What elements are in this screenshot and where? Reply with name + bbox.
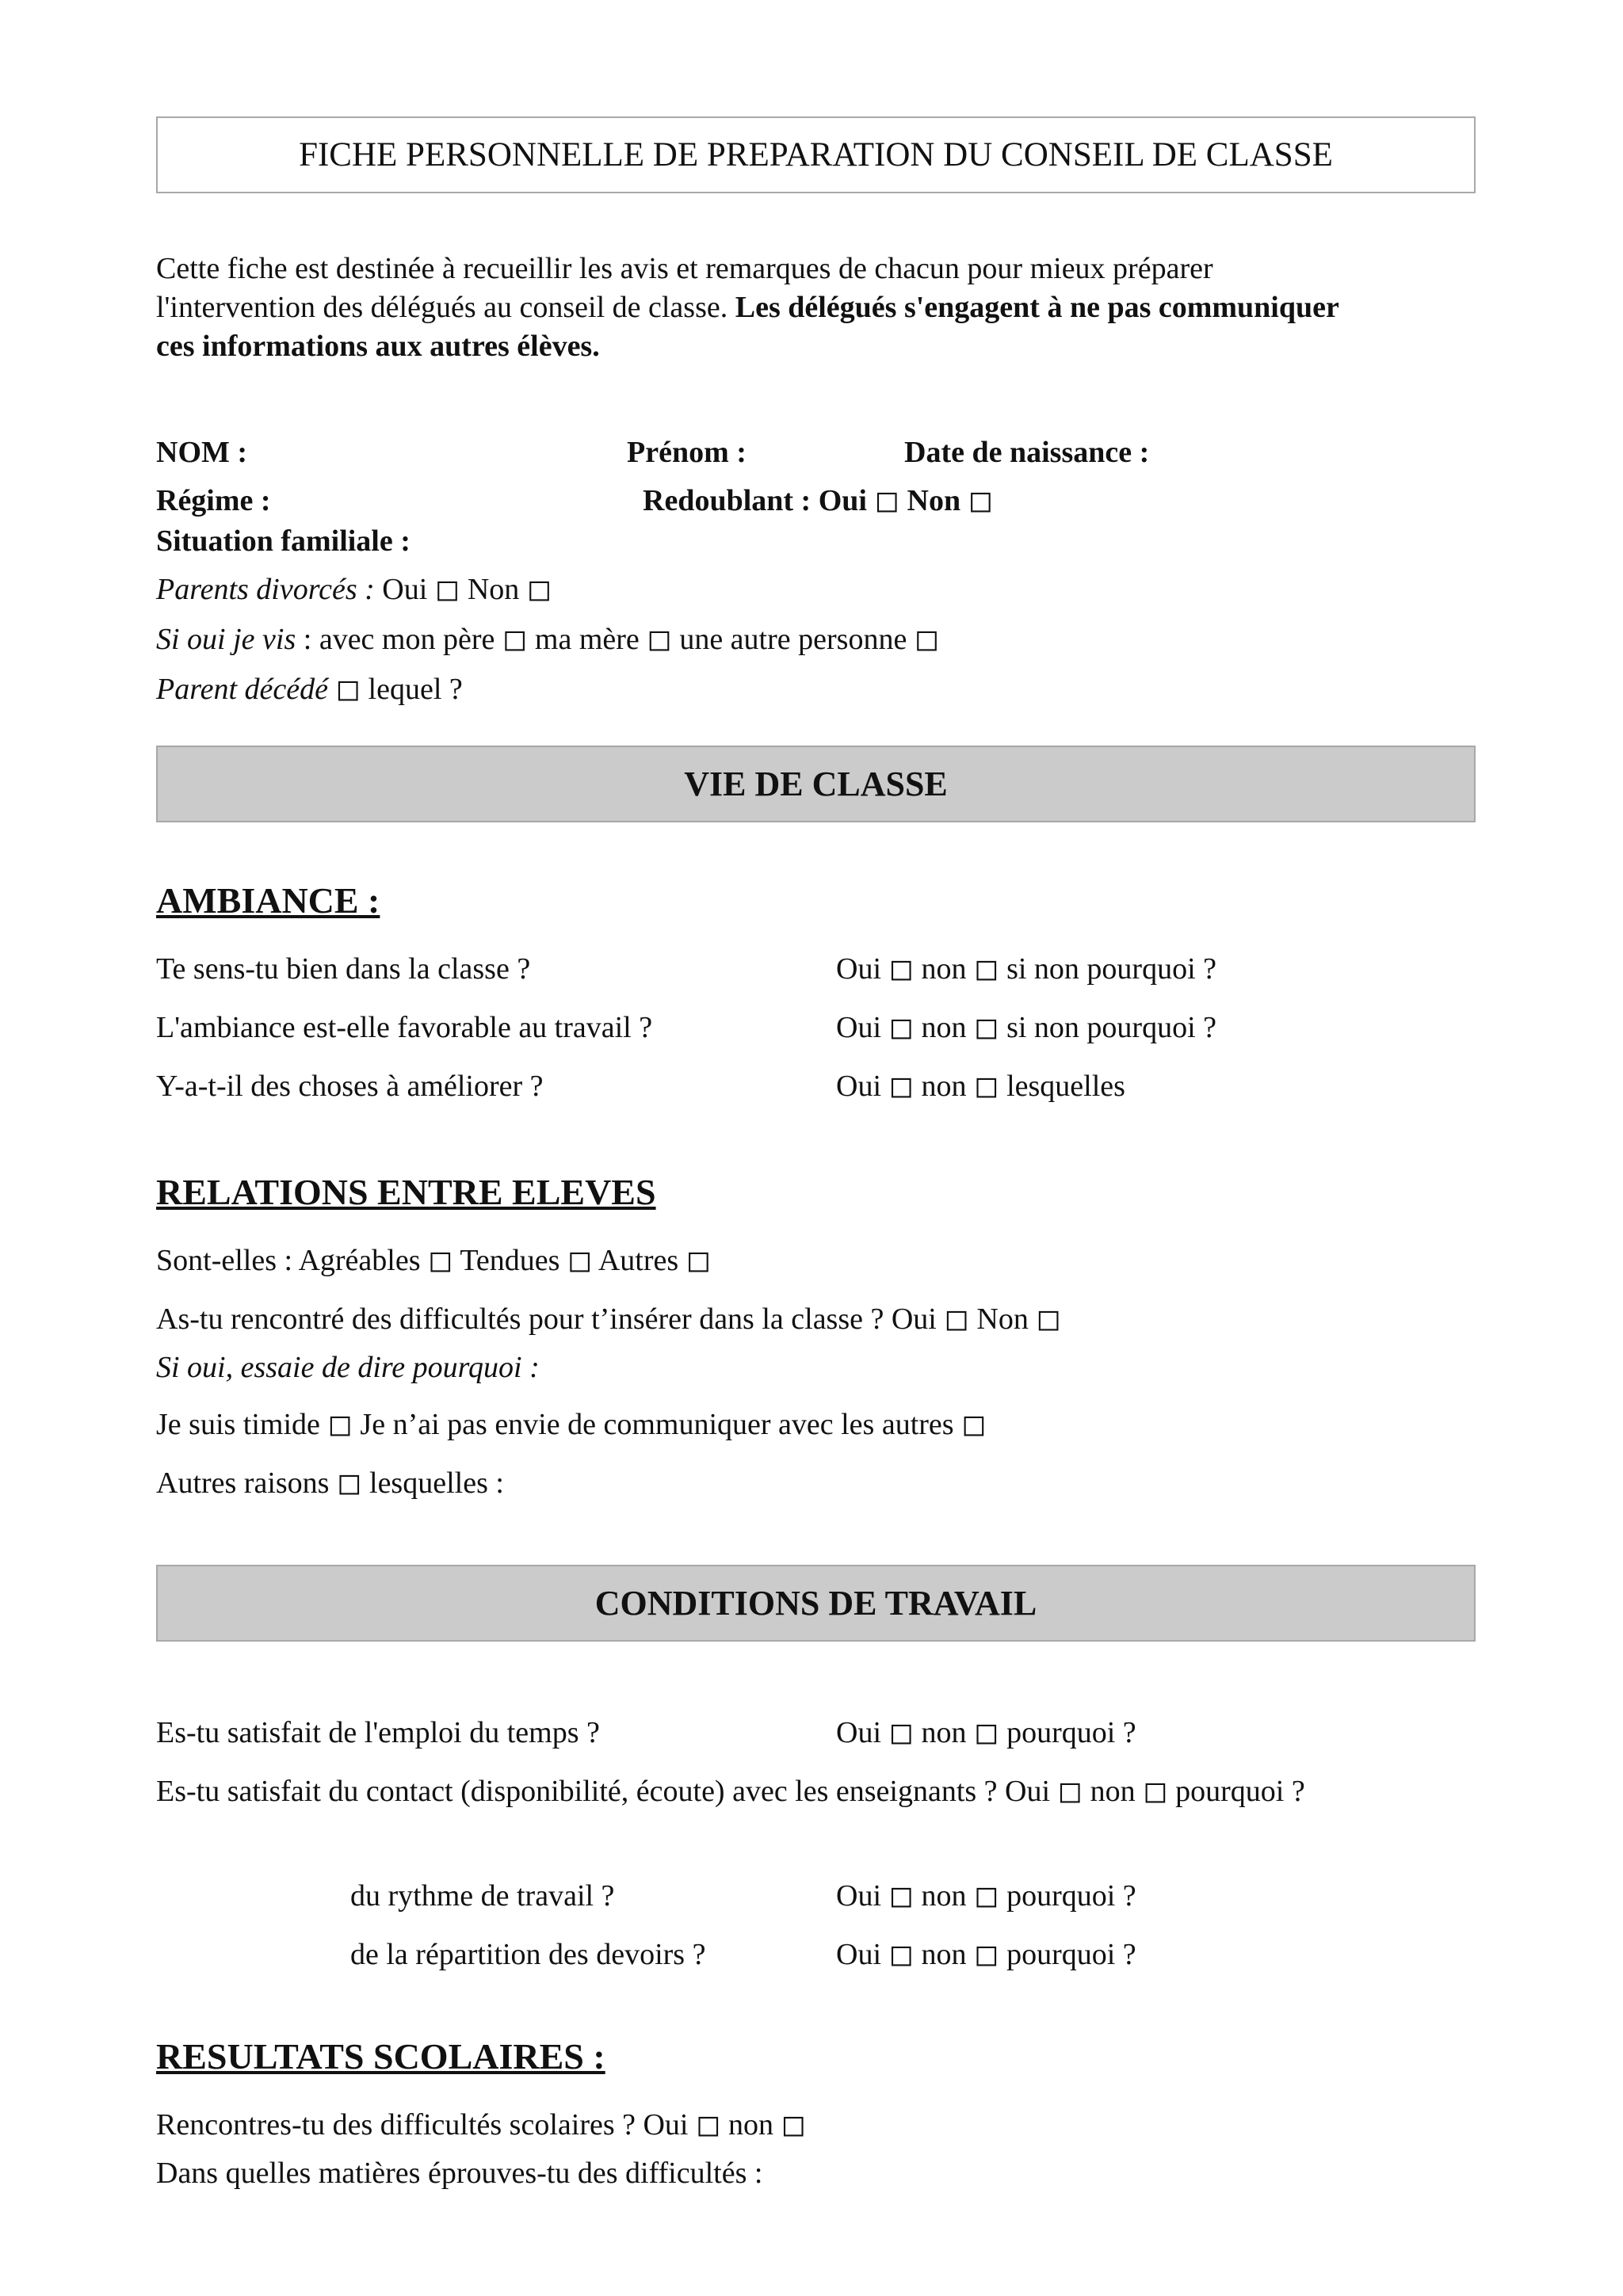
- relations-heading: RELATIONS ENTRE ELEVES: [156, 1172, 656, 1212]
- section-conditions-de-travail: [156, 1565, 1476, 1642]
- relations-line-3: Si oui, essaie de dire pourquoi :: [156, 1351, 540, 1384]
- ambiance-a1: Oui ◻ non ◻ si non pourquoi ?: [836, 952, 1217, 986]
- intro-line-2-bold: Les délégués s'engagent à ne pas communiquer: [735, 291, 1339, 324]
- form-title-text: FICHE PERSONNELLE DE PREPARATION DU CONSEIL DE CLASSE: [299, 136, 1333, 174]
- conditions-q3: du rythme de travail ?: [350, 1879, 615, 1913]
- parents-divorces-label: Parents divorcés :: [156, 573, 375, 606]
- conditions-line-2: Es-tu satisfait du contact (disponibilité, écoute) avec les enseignants ? Oui ◻ non ◻ pourquoi ?: [156, 1775, 1305, 1808]
- parent-decede-options: ◻ lequel ?: [327, 673, 463, 706]
- si-oui-vis-options: : avec mon père ◻ ma mère ◻ une autre personne ◻: [296, 623, 940, 656]
- ambiance-q1: Te sens-tu bien dans la classe ?: [156, 952, 531, 986]
- intro-line-2-normal: l'intervention des délégués au conseil de classe.: [156, 291, 735, 324]
- nom-field: NOM :: [156, 436, 248, 469]
- parents-divorces-line: [156, 574, 552, 605]
- relations-line-4: Je suis timide ◻ Je n’ai pas envie de communiquer avec les autres ◻: [156, 1408, 987, 1441]
- intro-line-1: Cette fiche est destinée à recueillir les avis et remarques de chacun pour mieux préparer: [156, 252, 1213, 285]
- relations-line-5: Autres raisons ◻ lesquelles :: [156, 1466, 504, 1500]
- parent-decede-label: Parent décédé: [156, 673, 328, 706]
- parent-decede-line: [156, 674, 463, 704]
- intro-line-3: ces informations aux autres élèves.: [156, 330, 600, 363]
- ambiance-a3: Oui ◻ non ◻ lesquelles: [836, 1070, 1125, 1103]
- intro-line-2: [156, 292, 1339, 322]
- conditions-q4: de la répartition des devoirs ?: [350, 1938, 706, 1971]
- ambiance-q2: L'ambiance est-elle favorable au travail ?: [156, 1011, 653, 1044]
- conditions-a3: Oui ◻ non ◻ pourquoi ?: [836, 1879, 1136, 1913]
- si-oui-vis-label: Si oui je vis: [156, 623, 296, 656]
- conditions-a1: Oui ◻ non ◻ pourquoi ?: [836, 1716, 1136, 1749]
- ambiance-heading: AMBIANCE :: [156, 880, 380, 921]
- parents-divorces-options: Oui ◻ Non ◻: [374, 573, 552, 606]
- ambiance-a2: Oui ◻ non ◻ si non pourquoi ?: [836, 1011, 1217, 1044]
- conditions-a4: Oui ◻ non ◻ pourquoi ?: [836, 1938, 1136, 1971]
- ambiance-q3: Y-a-t-il des choses à améliorer ?: [156, 1070, 544, 1103]
- situation-familiale-label: Situation familiale :: [156, 524, 411, 558]
- form-title: [156, 116, 1476, 193]
- resultats-line-2: Dans quelles matières éprouves-tu des difficultés :: [156, 2157, 763, 2190]
- relations-line-2: As-tu rencontré des difficultés pour t’insérer dans la classe ? Oui ◻ Non ◻: [156, 1302, 1061, 1336]
- prenom-field: Prénom :: [627, 436, 747, 469]
- conditions-q1: Es-tu satisfait de l'emploi du temps ?: [156, 1716, 600, 1749]
- resultats-line-1: Rencontres-tu des difficultés scolaires ? Oui ◻ non ◻: [156, 2108, 807, 2142]
- relations-line-1: Sont-elles : Agréables ◻ Tendues ◻ Autres ◻: [156, 1244, 712, 1277]
- date-naissance-field: Date de naissance :: [904, 436, 1150, 469]
- redoublant-field: Redoublant : Oui ◻ Non ◻: [643, 484, 994, 517]
- section-conditions-title: CONDITIONS DE TRAVAIL: [594, 1584, 1037, 1623]
- section-vie-de-classe: [156, 746, 1476, 822]
- resultats-heading: RESULTATS SCOLAIRES :: [156, 2036, 605, 2077]
- regime-field: Régime :: [156, 484, 271, 517]
- si-oui-vis-line: [156, 624, 939, 654]
- section-vie-de-classe-title: VIE DE CLASSE: [684, 765, 948, 803]
